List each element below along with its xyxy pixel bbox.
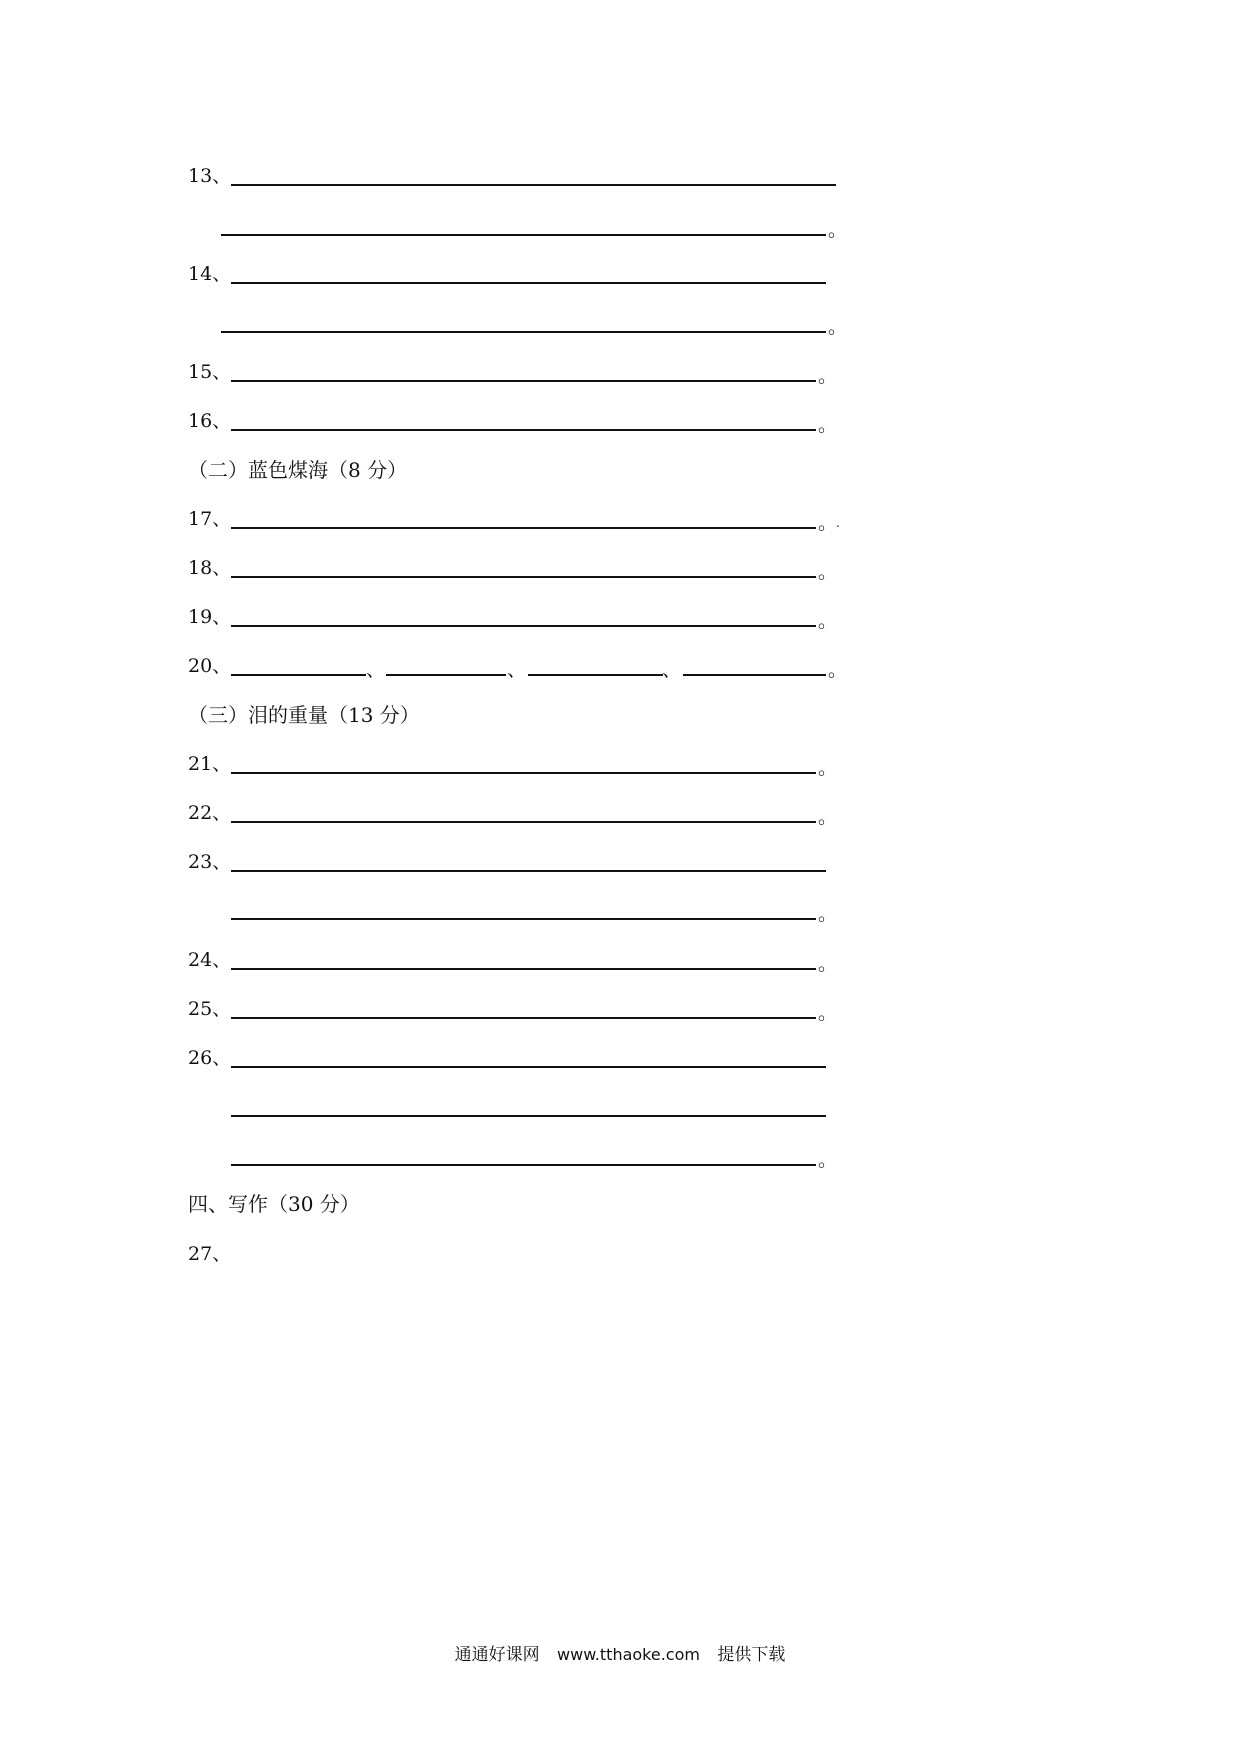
answer-line[interactable] bbox=[231, 625, 816, 627]
period-mark: 。 bbox=[818, 1002, 838, 1024]
question-number-17: 17、 bbox=[188, 508, 232, 530]
question-number-20: 20、 bbox=[188, 655, 232, 677]
footer-note: 提供下载 bbox=[717, 1645, 786, 1665]
enumeration-comma: 、 bbox=[662, 659, 682, 681]
period-mark: 。 bbox=[828, 219, 848, 241]
answer-line[interactable] bbox=[231, 1066, 826, 1068]
question-number-19: 19、 bbox=[188, 606, 232, 628]
answer-line[interactable] bbox=[231, 380, 816, 382]
period-mark: 。 bbox=[828, 659, 848, 681]
question-number-14: 14、 bbox=[188, 263, 232, 285]
period-mark: 。 bbox=[818, 610, 838, 632]
answer-line[interactable] bbox=[231, 282, 826, 284]
period-mark: 。 bbox=[818, 757, 838, 779]
answer-line[interactable] bbox=[231, 918, 816, 920]
question-number-27: 27、 bbox=[188, 1243, 232, 1265]
period-mark: 。 bbox=[818, 512, 838, 534]
period-mark: 。 bbox=[818, 903, 838, 925]
answer-line[interactable] bbox=[221, 234, 826, 236]
question-number-26: 26、 bbox=[188, 1047, 232, 1069]
page-footer bbox=[0, 1640, 1240, 1665]
section-heading-writing: 四、写作（30 分） bbox=[188, 1192, 360, 1216]
answer-line[interactable] bbox=[231, 576, 816, 578]
period-mark: 。 bbox=[818, 414, 838, 436]
answer-line[interactable] bbox=[231, 821, 816, 823]
footer-site-name: 通通好课网 bbox=[454, 1645, 540, 1665]
period-mark: 。 bbox=[818, 365, 838, 387]
answer-blank-4[interactable] bbox=[683, 674, 826, 676]
footer-url[interactable]: www.tthaoke.com bbox=[557, 1645, 700, 1664]
question-number-23: 23、 bbox=[188, 851, 232, 873]
section-heading-part3: （三）泪的重量（13 分） bbox=[188, 703, 420, 727]
period-mark: 。 bbox=[828, 316, 848, 338]
question-number-25: 25、 bbox=[188, 998, 232, 1020]
answer-line[interactable] bbox=[231, 1115, 826, 1117]
period-mark: 。 bbox=[818, 953, 838, 975]
section-heading-part2: （二）蓝色煤海（8 分） bbox=[188, 458, 408, 482]
answer-line[interactable] bbox=[231, 1017, 816, 1019]
answer-blank-3[interactable] bbox=[528, 674, 663, 676]
answer-line[interactable] bbox=[231, 968, 816, 970]
answer-line[interactable] bbox=[231, 527, 816, 529]
stray-dot: . bbox=[836, 516, 840, 530]
question-number-18: 18、 bbox=[188, 557, 232, 579]
enumeration-comma: 、 bbox=[366, 659, 386, 681]
answer-line[interactable] bbox=[221, 331, 826, 333]
answer-blank-2[interactable] bbox=[386, 674, 506, 676]
answer-line[interactable] bbox=[231, 429, 816, 431]
answer-line[interactable] bbox=[231, 184, 836, 186]
answer-blank-1[interactable] bbox=[231, 674, 366, 676]
question-number-16: 16、 bbox=[188, 410, 232, 432]
period-mark: 。 bbox=[818, 1149, 838, 1171]
answer-line[interactable] bbox=[231, 1164, 816, 1166]
period-mark: 。 bbox=[818, 806, 838, 828]
question-number-15: 15、 bbox=[188, 361, 232, 383]
question-number-21: 21、 bbox=[188, 753, 232, 775]
answer-line[interactable] bbox=[231, 870, 826, 872]
period-mark: 。 bbox=[818, 561, 838, 583]
answer-line[interactable] bbox=[231, 772, 816, 774]
question-number-13: 13、 bbox=[188, 165, 232, 187]
question-number-22: 22、 bbox=[188, 802, 232, 824]
enumeration-comma: 、 bbox=[507, 659, 527, 681]
question-number-24: 24、 bbox=[188, 949, 232, 971]
